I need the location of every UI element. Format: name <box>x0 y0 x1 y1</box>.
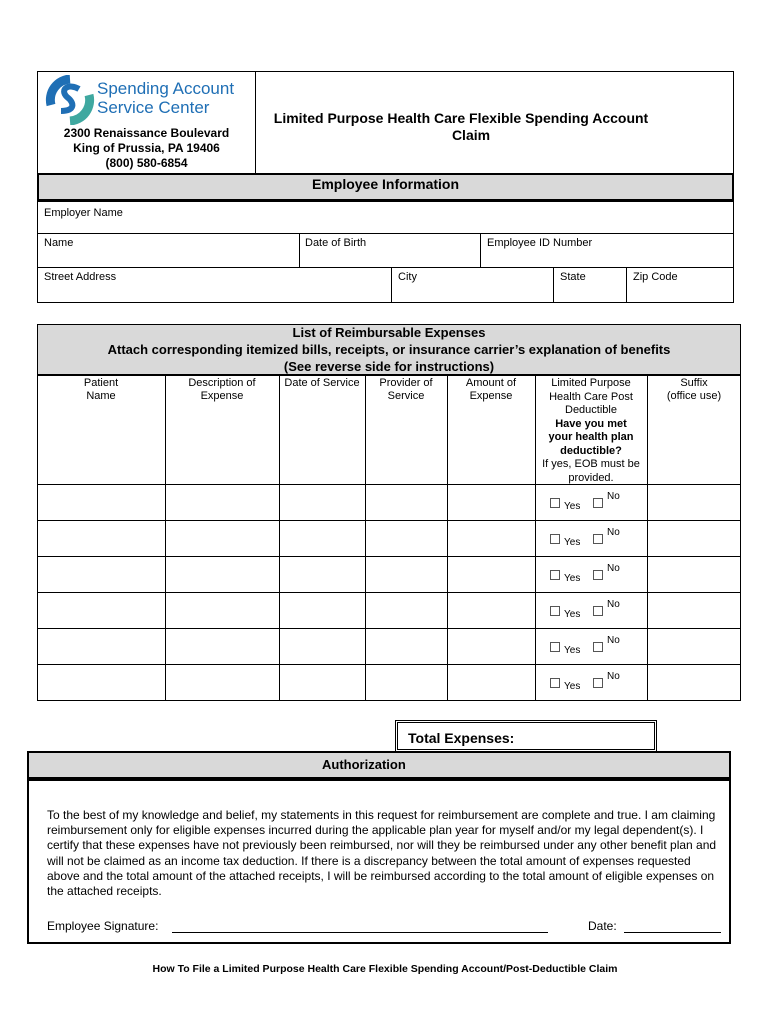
form-title-line2: Claim <box>451 127 491 143</box>
address-line2: King of Prussia, PA 19406 <box>73 141 220 155</box>
logo-line2: Service Center <box>97 98 210 117</box>
logo <box>45 75 245 125</box>
yes-checkbox[interactable] <box>550 570 560 580</box>
yes-checkbox[interactable] <box>550 678 560 688</box>
deductible-choice-row-4: Yes No <box>550 598 640 626</box>
logo-line1: Spending Account <box>97 79 235 98</box>
no-checkbox[interactable] <box>593 642 603 652</box>
no-checkbox[interactable] <box>593 678 603 688</box>
expenses-title3: (See reverse side for instructions) <box>283 359 495 374</box>
employer-name-field[interactable]: Employer Name <box>44 207 123 219</box>
no-checkbox[interactable] <box>593 606 603 616</box>
employee-info-body <box>37 201 734 303</box>
address-line1: 2300 Renaissance Boulevard <box>63 126 230 140</box>
street-address-field[interactable]: Street Address <box>44 271 117 283</box>
city-field[interactable]: City <box>398 271 417 283</box>
col-date-of-service: Date of Service <box>284 377 360 389</box>
authorization-text: To the best of my knowledge and belief, my statements in this request for reimbursement are complete and true. I am claiming reimbursement only for eligible expenses incurred during the applicable plan year for myself and/or my legal dependent(s). I certify that these expenses have not previously been reimbursed, nor will they be reimbursed under any other benefit plan and will not be claimed as an income tax deduction. If there is a discrepancy between the total amount of expenses requested above and the total amount of the attached receipts, I will be reimbursed according to the total amount of eligible expenses on the attached receipts. <box>47 808 717 899</box>
dob-field[interactable]: Date of Birth <box>305 237 367 249</box>
total-expenses-label: Total Expenses: <box>408 730 515 746</box>
phone: (800) 580-6854 <box>105 156 188 170</box>
deductible-choice-row-2: Yes No <box>550 526 640 554</box>
zip-field[interactable]: Zip Code <box>633 271 678 283</box>
yes-checkbox[interactable] <box>550 606 560 616</box>
logo-mark-icon <box>45 75 95 125</box>
deductible-choice-row-5: Yes No <box>550 634 640 662</box>
yes-checkbox[interactable] <box>550 534 560 544</box>
col-provider: Provider of Service <box>379 377 433 402</box>
deductible-choice-row-1: Yes No <box>550 490 640 518</box>
form-title-line1: Limited Purpose Health Care Flexible Spending Account <box>273 110 649 126</box>
employee-info-title: Employee Information <box>311 176 460 192</box>
yes-checkbox[interactable] <box>550 498 560 508</box>
employee-id-field[interactable]: Employee ID Number <box>487 237 593 249</box>
how-to-file-title: How To File a Limited Purpose Health Care Flexible Spending Account/Post-Deductible Claim <box>152 963 618 975</box>
no-checkbox[interactable] <box>593 570 603 580</box>
yes-checkbox[interactable] <box>550 642 560 652</box>
signature-label: Employee Signature: <box>47 919 159 933</box>
no-checkbox[interactable] <box>593 534 603 544</box>
name-field[interactable]: Name <box>44 237 74 249</box>
expenses-title1: List of Reimbursable Expenses <box>292 325 486 340</box>
signature-line[interactable] <box>172 932 548 933</box>
state-field[interactable]: State <box>560 271 586 283</box>
date-label: Date: <box>588 919 617 933</box>
col-description: Description of Expense <box>188 377 256 402</box>
deductible-choice-row-6: Yes No <box>550 670 640 698</box>
no-checkbox[interactable] <box>593 498 603 508</box>
col-amount: Amount of Expense <box>465 377 517 402</box>
col-patient-name: Patient Name <box>83 377 119 402</box>
col-deductible: Limited Purpose Health Care Post Deductible Have you met your health plan deductible? If yes, EOB must be provided. <box>542 377 640 484</box>
col-suffix: Suffix (office use) <box>666 377 722 402</box>
deductible-choice-row-3: Yes No <box>550 562 640 590</box>
expenses-title2: Attach corresponding itemized bills, receipts, or insurance carrier’s explanation of benefits <box>107 342 671 357</box>
authorization-title: Authorization <box>322 757 406 772</box>
date-line[interactable] <box>624 932 721 933</box>
